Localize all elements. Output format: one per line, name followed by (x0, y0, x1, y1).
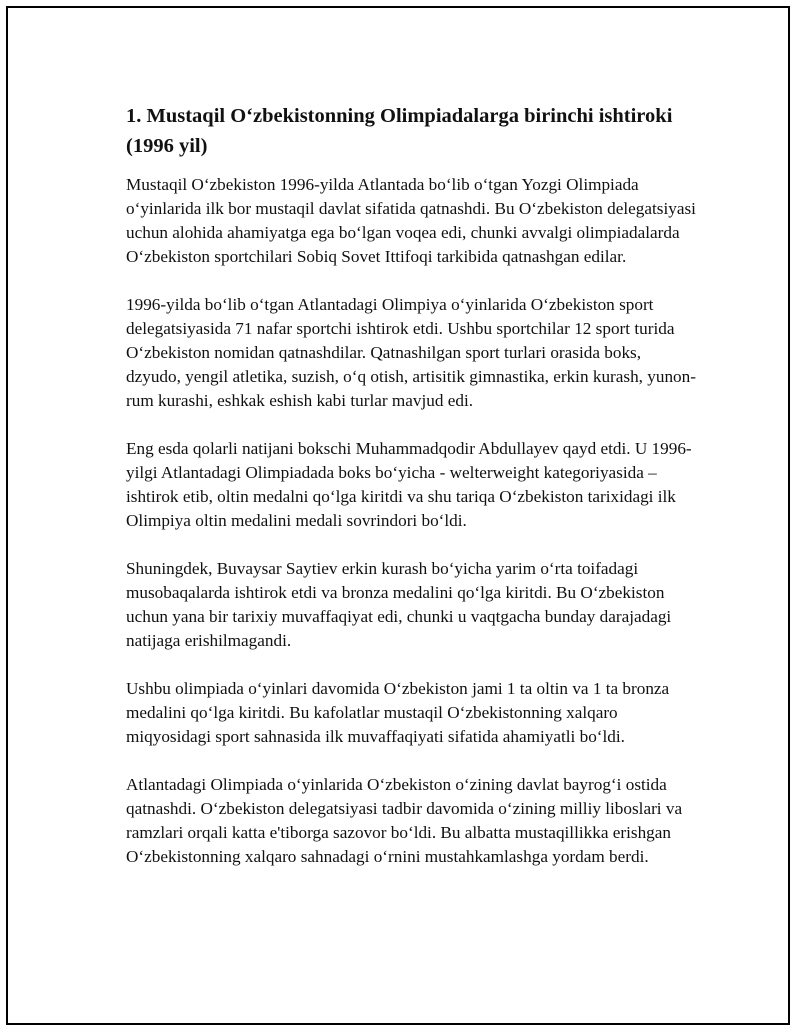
paragraph-3: Eng esda qolarli natijani bokschi Muhammadqodir Abdullayev qayd etdi. U 1996-yilgi Atlantadagi Olimpiadada boks bo‘yicha - welterweight kategoriyasida – ishtirok etib, oltin medalni qo‘lga kiritdi va shu tariqa O‘zbekiston tarixidagi ilk Olimpiya oltin medalini medali sovrindori bo‘ldi. (126, 439, 692, 530)
paragraph-5: Ushbu olimpiada o‘yinlari davomida O‘zbekiston jami 1 ta oltin va 1 ta bronza medalini qo‘lga kiritdi. Bu kafolatlar mustaqil O‘zbekistonning xalqaro miqyosidagi sport sahnasida ilk muvaffaqiyati sifatida ahamiyatli bo‘ldi. (126, 679, 670, 746)
paragraph-1: Mustaqil O‘zbekiston 1996-yilda Atlantada bo‘lib o‘tgan Yozgi Olimpiada o‘yinlarida ilk bor mustaqil davlat sifatida qatnashdi. Bu O‘zbekiston delegatsiyasi uchun alohida ahamiyatga ega bo‘lgan voqea edi, chunki avvalgi olimpiadalarda O‘zbekiston sportchilari Sobiq Sovet Ittifoqi tarkibida qatnashgan edilar. (126, 175, 696, 266)
document-body (126, 101, 698, 893)
document-title: 1. Mustaqil O‘zbekistonning Olimpiadalarga birinchi ishtiroki (1996 yil) (126, 105, 673, 157)
paragraph-2: 1996-yilda bo‘lib o‘tgan Atlantadagi Olimpiya o‘yinlarida O‘zbekiston sport delegatsiyasida 71 nafar sportchi ishtirok etdi. Ushbu sportchilar 12 sport turida O‘zbekiston nomidan qatnashdilar. Qatnashilgan sport turlari orasida boks, dzyudo, yengil atletika, suzish, o‘q otish, artisitik gimnastika, erkin kurash, yunon-rum kurashi, eshkak eshish kabi turlar mavjud edi. (126, 295, 696, 410)
paragraph-4: Shuningdek, Buvaysar Saytiev erkin kurash bo‘yicha yarim o‘rta toifadagi musobaqalarda ishtirok etdi va bronza medalini qo‘lga kiritdi. Bu O‘zbekiston uchun yana bir tarixiy muvaffaqiyat edi, chunki u vaqtgacha bunday darajadagi natijaga erishilmagandi. (126, 559, 672, 650)
page-frame (6, 6, 790, 1025)
paragraph-6: Atlantadagi Olimpiada o‘yinlarida O‘zbekiston o‘zining davlat bayrog‘i ostida qatnashdi. O‘zbekiston delegatsiyasi tadbir davomida o‘zining milliy liboslari va ramzlari orqali katta e'tiborga sazovor bo‘ldi. Bu albatta mustaqillikka erishgan O‘zbekistonning xalqaro sahnadagi o‘rnini mustahkamlashga yordam berdi. (126, 775, 683, 866)
